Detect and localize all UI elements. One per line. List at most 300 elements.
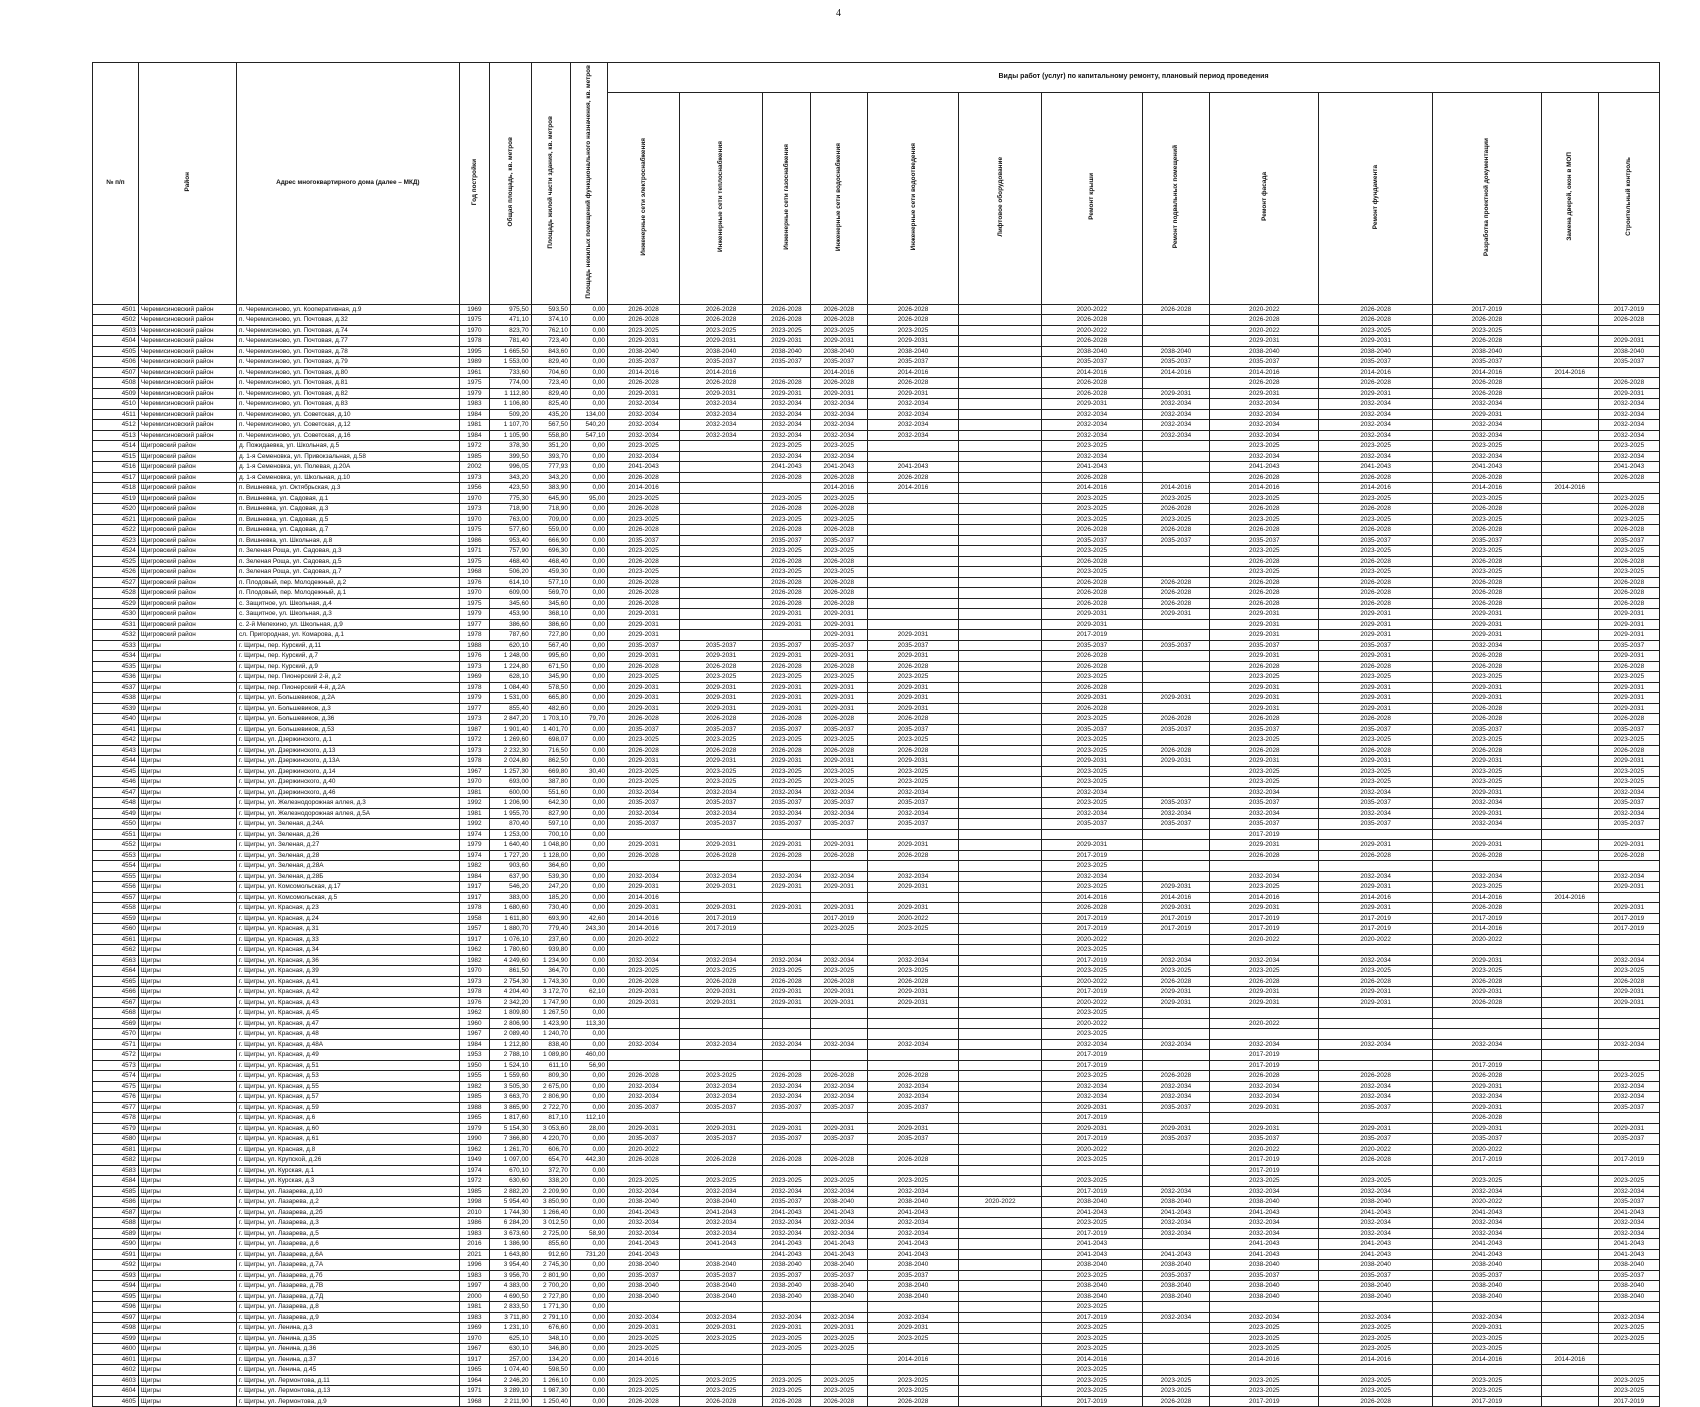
cell-district: Щигры	[138, 798, 236, 809]
cell-work-construction-control: 2032-2034	[1598, 871, 1659, 882]
cell-area-nonliving: 0,00	[570, 1312, 607, 1323]
cell-work-sewer: 2038-2040	[867, 346, 959, 357]
cell-work-gas: 2035-2037	[762, 1270, 810, 1281]
cell-district: Черемисиновский район	[138, 325, 236, 336]
cell-address: г. Щигры, ул. Красная, д.55	[237, 1081, 460, 1092]
cell-number: 4523	[93, 535, 139, 546]
cell-work-gas: 2035-2037	[762, 798, 810, 809]
cell-area-total: 855,40	[490, 703, 531, 714]
header-work-3: Инженерные сети водоснабжения	[810, 92, 867, 304]
cell-work-heat	[680, 451, 763, 462]
cell-work-roof: 2026-2028	[1042, 682, 1142, 693]
cell-work-roof: 2041-2043	[1042, 1207, 1142, 1218]
table-row	[93, 1176, 1660, 1187]
cell-number: 4597	[93, 1312, 139, 1323]
cell-year: 1970	[459, 966, 490, 977]
cell-year: 1974	[459, 850, 490, 861]
cell-area-nonliving: 0,00	[570, 1354, 607, 1365]
cell-area-nonliving: 0,00	[570, 1071, 607, 1082]
table-row	[93, 430, 1660, 441]
table-row	[93, 1039, 1660, 1050]
cell-number: 4519	[93, 493, 139, 504]
cell-district: Щигры	[138, 1354, 236, 1365]
cell-district: Щигры	[138, 1029, 236, 1040]
cell-work-electric: 2035-2037	[608, 640, 680, 651]
header-district: Район	[138, 63, 236, 305]
cell-work-sewer	[867, 892, 959, 903]
cell-work-sewer: 2032-2034	[867, 420, 959, 431]
cell-work-construction-control: 2023-2025	[1598, 1375, 1659, 1386]
cell-work-gas: 2023-2025	[762, 1344, 810, 1355]
cell-work-lift	[959, 1239, 1042, 1250]
cell-work-roof: 2023-2025	[1042, 1365, 1142, 1376]
cell-work-heat	[680, 1165, 763, 1176]
cell-district: Щигры	[138, 1281, 236, 1292]
cell-work-lift	[959, 1018, 1042, 1029]
cell-area-nonliving: 0,00	[570, 1092, 607, 1103]
cell-area-nonliving: 0,00	[570, 357, 607, 368]
cell-number: 4565	[93, 976, 139, 987]
cell-work-foundation: 2029-2031	[1319, 682, 1432, 693]
cell-work-gas: 2026-2028	[762, 714, 810, 725]
header-work-10: Разработка проектной документации	[1432, 92, 1541, 304]
cell-work-doors-windows	[1541, 1386, 1598, 1397]
cell-work-doors-windows	[1541, 1249, 1598, 1260]
cell-work-foundation	[1319, 1060, 1432, 1071]
cell-area-nonliving: 0,00	[570, 346, 607, 357]
cell-work-roof: 2023-2025	[1042, 1176, 1142, 1187]
cell-work-construction-control: 2041-2043	[1598, 1239, 1659, 1250]
cell-area-nonliving: 0,00	[570, 378, 607, 389]
cell-number: 4504	[93, 336, 139, 347]
cell-work-gas: 2026-2028	[762, 850, 810, 861]
cell-work-design: 2035-2037	[1432, 357, 1541, 368]
cell-work-foundation: 2014-2016	[1319, 483, 1432, 494]
table-row	[93, 514, 1660, 525]
cell-area-nonliving: 0,00	[570, 1344, 607, 1355]
cell-work-heat	[680, 441, 763, 452]
cell-work-foundation	[1319, 1029, 1432, 1040]
cell-address: г. Щигры, ул. Лазарева, д.2	[237, 1197, 460, 1208]
cell-work-lift	[959, 525, 1042, 536]
table-row	[93, 1333, 1660, 1344]
cell-area-living: 387,80	[531, 777, 570, 788]
cell-work-electric	[608, 1008, 680, 1019]
cell-work-heat	[680, 493, 763, 504]
cell-work-sewer: 2023-2025	[867, 1333, 959, 1344]
cell-work-electric	[608, 861, 680, 872]
table-row	[93, 871, 1660, 882]
cell-area-nonliving: 62,10	[570, 987, 607, 998]
cell-work-water: 2023-2025	[810, 1375, 867, 1386]
cell-work-design: 2023-2025	[1432, 1344, 1541, 1355]
cell-work-roof: 2041-2043	[1042, 1249, 1142, 1260]
cell-work-roof: 2026-2028	[1042, 577, 1142, 588]
cell-area-nonliving: 0,00	[570, 1386, 607, 1397]
cell-work-basement: 2017-2019	[1142, 913, 1210, 924]
table-row	[93, 525, 1660, 536]
cell-area-living: 730,40	[531, 903, 570, 914]
cell-work-electric: 2023-2025	[608, 1375, 680, 1386]
cell-work-lift	[959, 325, 1042, 336]
cell-area-living: 597,10	[531, 819, 570, 830]
cell-district: Щигры	[138, 777, 236, 788]
cell-number: 4537	[93, 682, 139, 693]
cell-work-lift	[959, 1302, 1042, 1313]
table-row	[93, 945, 1660, 956]
cell-work-doors-windows	[1541, 535, 1598, 546]
cell-work-heat: 2035-2037	[680, 1102, 763, 1113]
cell-number: 4526	[93, 567, 139, 578]
cell-work-water: 2026-2028	[810, 315, 867, 326]
cell-area-nonliving: 0,00	[570, 892, 607, 903]
cell-work-electric: 2029-2031	[608, 336, 680, 347]
cell-year: 1974	[459, 1165, 490, 1176]
cell-area-living: 1 048,80	[531, 840, 570, 851]
cell-work-design: 2029-2031	[1432, 1102, 1541, 1113]
cell-work-gas: 2029-2031	[762, 882, 810, 893]
cell-work-sewer: 2029-2031	[867, 987, 959, 998]
cell-area-living: 665,80	[531, 693, 570, 704]
cell-work-gas: 2023-2025	[762, 441, 810, 452]
cell-work-lift	[959, 556, 1042, 567]
cell-area-total: 546,20	[490, 882, 531, 893]
cell-work-design: 2017-2019	[1432, 304, 1541, 315]
cell-work-sewer	[867, 1302, 959, 1313]
cell-work-heat	[680, 567, 763, 578]
cell-work-construction-control: 2038-2040	[1598, 1291, 1659, 1302]
cell-work-water: 2032-2034	[810, 871, 867, 882]
cell-area-nonliving: 0,00	[570, 462, 607, 473]
cell-district: Щигровский район	[138, 514, 236, 525]
cell-work-water: 2026-2028	[810, 661, 867, 672]
cell-work-lift	[959, 1176, 1042, 1187]
cell-work-foundation: 2023-2025	[1319, 735, 1432, 746]
cell-district: Щигры	[138, 1207, 236, 1218]
cell-work-roof: 2017-2019	[1042, 1060, 1142, 1071]
cell-work-doors-windows	[1541, 514, 1598, 525]
cell-area-nonliving: 0,00	[570, 808, 607, 819]
table-row	[93, 1375, 1660, 1386]
cell-year: 1972	[459, 735, 490, 746]
cell-work-facade: 2026-2028	[1210, 588, 1319, 599]
cell-work-basement: 2032-2034	[1142, 399, 1210, 410]
cell-work-electric: 2029-2031	[608, 609, 680, 620]
cell-work-foundation: 2026-2028	[1319, 504, 1432, 515]
cell-work-gas: 2023-2025	[762, 1386, 810, 1397]
cell-year: 1981	[459, 1302, 490, 1313]
cell-work-construction-control	[1598, 1144, 1659, 1155]
cell-area-living: 671,50	[531, 661, 570, 672]
cell-work-water: 2026-2028	[810, 714, 867, 725]
cell-area-living: 247,20	[531, 882, 570, 893]
cell-work-sewer: 2035-2037	[867, 798, 959, 809]
cell-work-basement: 2035-2037	[1142, 535, 1210, 546]
cell-work-design: 2023-2025	[1432, 1333, 1541, 1344]
cell-area-living: 645,90	[531, 493, 570, 504]
cell-work-design: 2032-2034	[1432, 798, 1541, 809]
cell-address: г. Щигры, ул. Красная, д.8	[237, 1144, 460, 1155]
cell-work-lift	[959, 472, 1042, 483]
cell-work-sewer: 2032-2034	[867, 1228, 959, 1239]
cell-work-basement: 2029-2031	[1142, 987, 1210, 998]
cell-year: 1985	[459, 451, 490, 462]
cell-address: г. Щигры, ул. Курская, д.1	[237, 1165, 460, 1176]
table-row	[93, 1291, 1660, 1302]
cell-address: г. Щигры, ул. Красная, д.48А	[237, 1039, 460, 1050]
cell-number: 4578	[93, 1113, 139, 1124]
cell-work-construction-control: 2017-2019	[1598, 913, 1659, 924]
cell-address: г. Щигры, ул. Красная, д.49	[237, 1050, 460, 1061]
cell-district: Щигровский район	[138, 525, 236, 536]
cell-work-lift	[959, 1312, 1042, 1323]
cell-number: 4602	[93, 1365, 139, 1376]
cell-work-foundation: 2026-2028	[1319, 472, 1432, 483]
cell-work-electric: 2035-2037	[608, 1270, 680, 1281]
cell-address: г. Щигры, пер. Курский, д.11	[237, 640, 460, 651]
cell-area-total: 1 224,80	[490, 661, 531, 672]
cell-work-doors-windows	[1541, 819, 1598, 830]
cell-work-lift	[959, 714, 1042, 725]
cell-work-heat	[680, 535, 763, 546]
table-row	[93, 1323, 1660, 1334]
cell-address: г. Щигры, ул. Красная, д.33	[237, 934, 460, 945]
cell-number: 4592	[93, 1260, 139, 1271]
cell-area-total: 1 074,40	[490, 1365, 531, 1376]
table-row	[93, 420, 1660, 431]
cell-work-lift	[959, 441, 1042, 452]
cell-number: 4517	[93, 472, 139, 483]
cell-work-sewer: 2029-2031	[867, 756, 959, 767]
cell-work-sewer: 2032-2034	[867, 1312, 959, 1323]
cell-district: Щигровский район	[138, 598, 236, 609]
cell-work-doors-windows	[1541, 577, 1598, 588]
cell-area-total: 870,40	[490, 819, 531, 830]
cell-work-lift	[959, 1155, 1042, 1166]
cell-work-roof: 2023-2025	[1042, 514, 1142, 525]
cell-address: г. Щигры, ул. Железнодорожная аллея, д.3	[237, 798, 460, 809]
cell-work-facade: 2035-2037	[1210, 1270, 1319, 1281]
cell-work-roof: 2026-2028	[1042, 588, 1142, 599]
cell-year: 1979	[459, 388, 490, 399]
cell-work-water: 2029-2031	[810, 987, 867, 998]
cell-address: г. Щигры, ул. Лазарева, д.6	[237, 1239, 460, 1250]
cell-number: 4510	[93, 399, 139, 410]
cell-district: Щигровский район	[138, 546, 236, 557]
cell-work-construction-control	[1598, 325, 1659, 336]
cell-work-electric: 2032-2034	[608, 871, 680, 882]
cell-work-design: 2032-2034	[1432, 1186, 1541, 1197]
cell-work-gas: 2038-2040	[762, 1260, 810, 1271]
cell-area-living: 654,70	[531, 1155, 570, 1166]
cell-work-sewer: 2026-2028	[867, 1071, 959, 1082]
cell-address: г. Щигры, ул. Дзержинского, д.40	[237, 777, 460, 788]
cell-work-basement: 2038-2040	[1142, 346, 1210, 357]
cell-work-facade: 2029-2031	[1210, 703, 1319, 714]
cell-work-electric: 2026-2028	[608, 1396, 680, 1407]
cell-area-living: 676,60	[531, 1323, 570, 1334]
cell-work-lift	[959, 430, 1042, 441]
cell-work-gas	[762, 1060, 810, 1071]
cell-work-electric: 2026-2028	[608, 976, 680, 987]
cell-work-roof: 2026-2028	[1042, 903, 1142, 914]
cell-work-roof: 2023-2025	[1042, 1344, 1142, 1355]
header-works-group: Виды работ (услуг) по капитальному ремонту, плановый период проведения	[608, 63, 1660, 93]
cell-work-basement	[1142, 1365, 1210, 1376]
cell-work-electric: 2014-2016	[608, 892, 680, 903]
cell-year: 1968	[459, 567, 490, 578]
cell-work-construction-control: 2032-2034	[1598, 808, 1659, 819]
cell-area-total: 757,90	[490, 546, 531, 557]
cell-district: Щигры	[138, 1344, 236, 1355]
cell-area-total: 1 955,70	[490, 808, 531, 819]
cell-work-construction-control	[1598, 1365, 1659, 1376]
cell-work-roof: 2023-2025	[1042, 714, 1142, 725]
header-work-6: Ремонт крыши	[1042, 92, 1142, 304]
cell-work-gas: 2026-2028	[762, 556, 810, 567]
cell-work-sewer: 2035-2037	[867, 1102, 959, 1113]
cell-work-gas: 2032-2034	[762, 399, 810, 410]
cell-district: Щигры	[138, 1375, 236, 1386]
cell-work-doors-windows	[1541, 609, 1598, 620]
cell-address: п. Черемисиново, ул. Почтовая, д.77	[237, 336, 460, 347]
cell-year: 1982	[459, 955, 490, 966]
cell-year: 1969	[459, 304, 490, 315]
cell-work-basement	[1142, 934, 1210, 945]
cell-address: п. Вишневка, ул. Садовая, д.1	[237, 493, 460, 504]
cell-work-water: 2023-2025	[810, 735, 867, 746]
cell-work-lift	[959, 1281, 1042, 1292]
cell-year: 1970	[459, 493, 490, 504]
cell-year: 1992	[459, 798, 490, 809]
cell-work-sewer: 2032-2034	[867, 1218, 959, 1229]
cell-work-electric: 2014-2016	[608, 924, 680, 935]
cell-work-gas	[762, 861, 810, 872]
cell-year: 1976	[459, 997, 490, 1008]
cell-area-total: 7 366,80	[490, 1134, 531, 1145]
cell-work-water: 2029-2031	[810, 619, 867, 630]
cell-work-design: 2026-2028	[1432, 472, 1541, 483]
cell-work-basement	[1142, 1155, 1210, 1166]
cell-area-total: 1 531,00	[490, 693, 531, 704]
cell-area-total: 3 956,70	[490, 1270, 531, 1281]
cell-work-doors-windows	[1541, 871, 1598, 882]
cell-number: 4572	[93, 1050, 139, 1061]
cell-work-water	[810, 945, 867, 956]
cell-work-foundation: 2026-2028	[1319, 588, 1432, 599]
cell-work-construction-control: 2017-2019	[1598, 924, 1659, 935]
table-row	[93, 619, 1660, 630]
cell-work-water: 2026-2028	[810, 976, 867, 987]
cell-area-living: 1 401,70	[531, 724, 570, 735]
cell-work-gas	[762, 829, 810, 840]
cell-area-living: 374,10	[531, 315, 570, 326]
cell-district: Щигры	[138, 672, 236, 683]
cell-number: 4554	[93, 861, 139, 872]
cell-district: Черемисиновский район	[138, 420, 236, 431]
cell-work-electric: 2035-2037	[608, 357, 680, 368]
cell-work-lift	[959, 798, 1042, 809]
cell-year: 1975	[459, 598, 490, 609]
cell-area-living: 539,30	[531, 871, 570, 882]
cell-work-electric	[608, 1302, 680, 1313]
cell-area-living: 468,40	[531, 556, 570, 567]
cell-number: 4599	[93, 1333, 139, 1344]
cell-area-nonliving: 0,00	[570, 840, 607, 851]
cell-address: п. Черемисиново, ул. Почтовая, д.74	[237, 325, 460, 336]
cell-number: 4585	[93, 1186, 139, 1197]
cell-work-design: 2038-2040	[1432, 1260, 1541, 1271]
cell-work-design: 2026-2028	[1432, 1113, 1541, 1124]
cell-work-design: 2023-2025	[1432, 882, 1541, 893]
cell-work-facade: 2026-2028	[1210, 661, 1319, 672]
cell-work-electric: 2032-2034	[608, 420, 680, 431]
cell-work-lift	[959, 388, 1042, 399]
cell-work-doors-windows	[1541, 1302, 1598, 1313]
cell-work-design: 2032-2034	[1432, 1218, 1541, 1229]
cell-address: г. Щигры, ул. Красная, д.34	[237, 945, 460, 956]
cell-area-nonliving: 0,00	[570, 315, 607, 326]
cell-year: 1973	[459, 976, 490, 987]
cell-work-foundation: 2032-2034	[1319, 409, 1432, 420]
cell-year: 1986	[459, 535, 490, 546]
cell-work-roof: 2023-2025	[1042, 1029, 1142, 1040]
cell-address: п. Вишневка, ул. Садовая, д.3	[237, 504, 460, 515]
cell-year: 2016	[459, 1239, 490, 1250]
cell-work-construction-control	[1598, 934, 1659, 945]
cell-work-water	[810, 1008, 867, 1019]
cell-work-water: 2029-2031	[810, 682, 867, 693]
cell-work-sewer	[867, 861, 959, 872]
cell-work-facade: 2041-2043	[1210, 1249, 1319, 1260]
cell-work-basement: 2035-2037	[1142, 357, 1210, 368]
table-row	[93, 609, 1660, 620]
cell-area-total: 3 505,30	[490, 1081, 531, 1092]
cell-work-electric: 2032-2034	[608, 955, 680, 966]
cell-work-facade: 2026-2028	[1210, 315, 1319, 326]
cell-address: п. Вишневка, ул. Школьная, д.8	[237, 535, 460, 546]
cell-area-living: 727,80	[531, 630, 570, 641]
cell-year: 2000	[459, 1291, 490, 1302]
cell-work-sewer: 2029-2031	[867, 693, 959, 704]
cell-work-design: 2029-2031	[1432, 1123, 1541, 1134]
table-row	[93, 367, 1660, 378]
cell-work-foundation: 2032-2034	[1319, 1039, 1432, 1050]
cell-number: 4553	[93, 850, 139, 861]
cell-work-electric: 2026-2028	[608, 1071, 680, 1082]
cell-work-construction-control: 2026-2028	[1598, 472, 1659, 483]
cell-work-basement: 2041-2043	[1142, 1207, 1210, 1218]
cell-work-sewer	[867, 1018, 959, 1029]
table-row	[93, 850, 1660, 861]
cell-work-sewer	[867, 934, 959, 945]
cell-work-design: 2029-2031	[1432, 693, 1541, 704]
cell-work-heat	[680, 598, 763, 609]
cell-work-facade: 2029-2031	[1210, 388, 1319, 399]
cell-work-design: 2029-2031	[1432, 787, 1541, 798]
cell-area-living: 567,40	[531, 640, 570, 651]
cell-district: Щигры	[138, 1165, 236, 1176]
cell-work-gas	[762, 1029, 810, 1040]
cell-work-sewer	[867, 1050, 959, 1061]
table-row	[93, 1197, 1660, 1208]
cell-area-total: 1 105,90	[490, 430, 531, 441]
cell-work-electric: 2026-2028	[608, 1155, 680, 1166]
cell-work-water: 2029-2031	[810, 693, 867, 704]
cell-work-water: 2014-2016	[810, 367, 867, 378]
cell-area-living: 1 771,30	[531, 1302, 570, 1313]
cell-area-nonliving: 0,00	[570, 525, 607, 536]
